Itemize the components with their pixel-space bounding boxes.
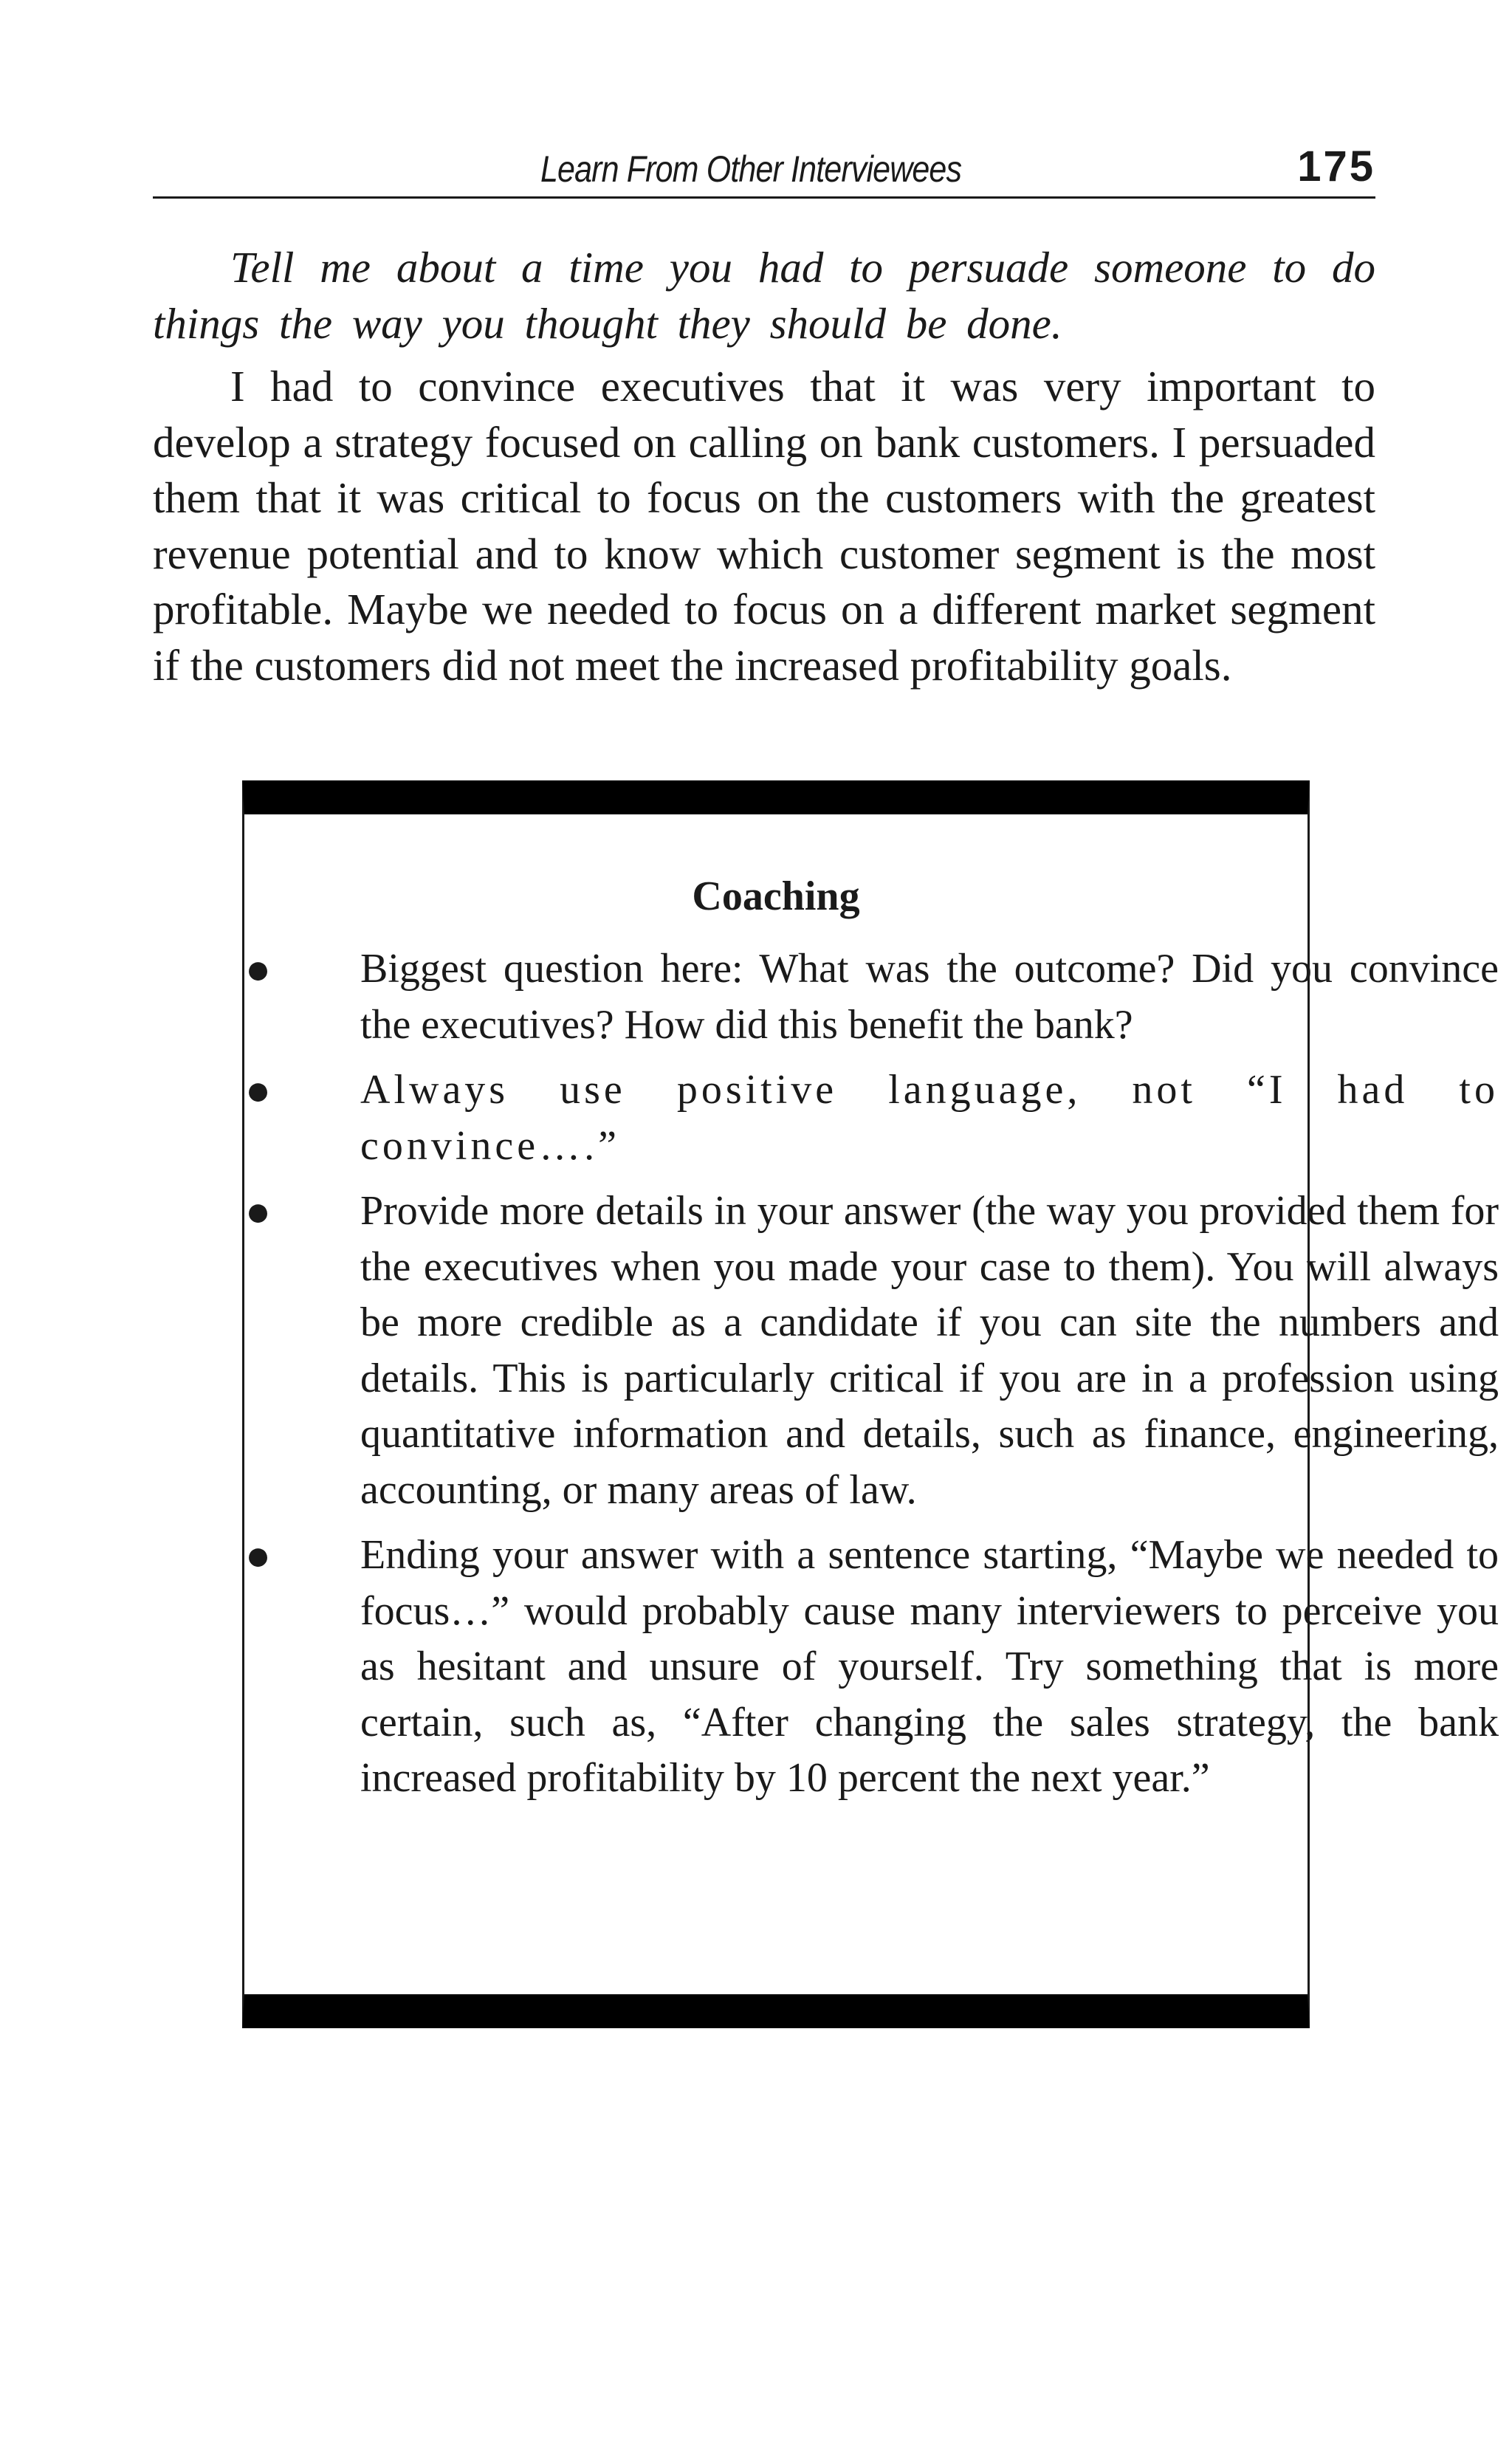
coaching-item-text: Biggest question here: What was the outcome? Did you convince the executives? How did this benefit the bank?	[360, 946, 1499, 1048]
coaching-title: Coaching	[692, 873, 860, 919]
coaching-box	[242, 780, 1499, 2028]
coaching-item	[245, 941, 1499, 1053]
bullet-icon: ●	[245, 945, 272, 993]
bullet-icon: ●	[245, 1531, 272, 1579]
coaching-list	[245, 941, 1499, 1816]
body-text	[153, 240, 1375, 693]
running-title: Learn From Other Interviewees	[540, 148, 962, 190]
coaching-item-text: Ending your answer with a sentence starting, “Maybe we needed to focus…” would probably cause many interviewers to perceive you as hesitant and unsure of yourself. Try something that is more certain, such as, “After changing the sales strategy, the bank increased profitability by 10 percent the next year.”	[360, 1532, 1499, 1801]
coaching-item-text: Always use positive language, not “I had to convince….”	[360, 1067, 1499, 1169]
coaching-item	[245, 1528, 1499, 1807]
coaching-item	[245, 1184, 1499, 1518]
bullet-icon: ●	[245, 1187, 272, 1235]
interview-question: Tell me about a time you had to persuade someone to do things the way you thought they should be done.	[153, 243, 1375, 348]
bullet-icon: ●	[245, 1066, 272, 1114]
running-header	[153, 140, 1375, 199]
interview-answer: I had to convince executives that it was very important to develop a strategy focused on calling on bank customers. I persuaded them that it was critical to focus on the customers with the greatest revenue potential and to know which customer segment is the most profitable. Maybe we needed to focus on a different market segment if the customers did not meet the increased profitability goals.	[153, 362, 1375, 690]
page-number: 175	[1297, 142, 1375, 190]
coaching-item-text: Provide more details in your answer (the way you provided them for the executives when you made your case to them). You will always be more credible as a candidate if you can site the numbers and details. This is particularly critical if you are in a profession using quantitative information and details, such as finance, engineering, accounting, or many areas of law.	[360, 1188, 1499, 1513]
coaching-item	[245, 1062, 1499, 1174]
